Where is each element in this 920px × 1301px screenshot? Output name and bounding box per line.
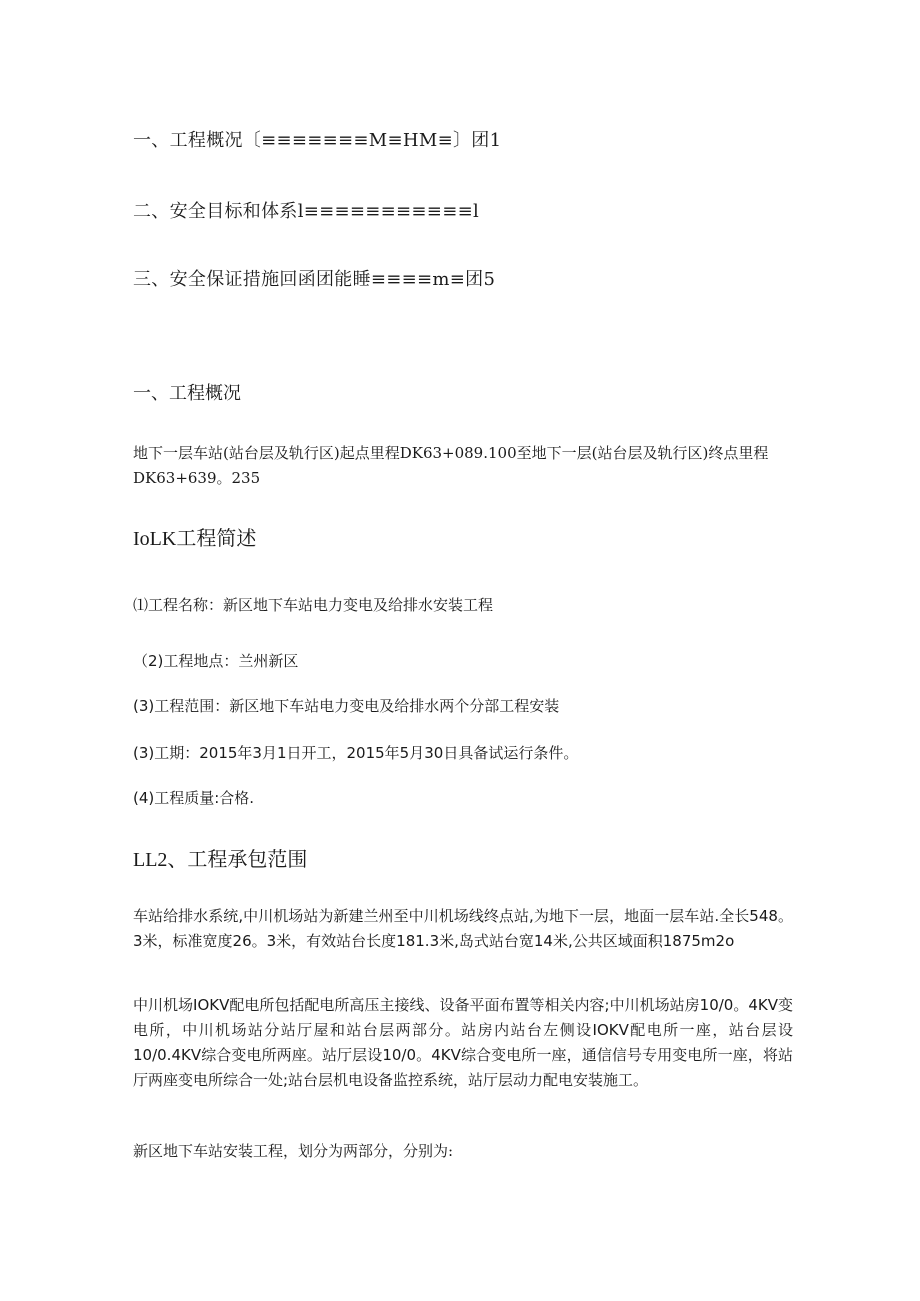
subsection-heading-scope: LL2、工程承包范围 [133,849,308,871]
subsection-heading-overview: IoLK工程简述 [133,528,257,550]
item-project-schedule: (3)工期：2015年3月1日开工，2015年5月30日具备试运行条件。 [133,744,579,762]
intro-paragraph: 地下一层车站(站台层及轨行区)起点里程DK63+089.100至地下一层(站台层及轨行区)终点里程DK63+639。235 [133,444,769,487]
item-project-scope: (3)工程范围：新区地下车站电力变电及给排水两个分部工程安装 [133,697,560,715]
item-project-name: ⑴工程名称：新区地下车站电力变电及给排水安装工程 [133,596,494,614]
section-heading: 一、工程概况 [133,383,241,404]
item-project-quality: (4)工程质量:合格. [133,789,255,807]
scope-paragraph-2: 中川机场IOKV配电所包括配电所高压主接线、设备平面布置等相关内容;中川机场站房10/0。4KV变电所，中川机场站分站厅屋和站台层两部分。站房内站台左侧设IOKV配电所一座，站台层设10/0.4KV综合变电所两座。站厅层设10/0。4KV综合变电所一座，通信信号专用变电所一座，将站厅两座变电所综合一处;站台层机电设备监控系统，站厅层动力配电安装施工。 [133,996,793,1089]
scope-paragraph-1: 车站给排水系统,中川机场站为新建兰州至中川机场线终点站,为地下一层，地面一层车站.全长548。3米，标准宽度26。3米，有效站台长度181.3米,岛式站台宽14米,公共区域面积1875m2o [133,907,793,950]
toc-entry-1[interactable]: 一、工程概况〔≡≡≡≡≡≡≡M≡HM≡〕团1 [133,130,502,151]
scope-paragraph-3: 新区地下车站安装工程，划分为两部分，分别为: [133,1142,454,1160]
toc-entry-2[interactable]: 二、安全目标和体系l≡≡≡≡≡≡≡≡≡≡≡l [133,201,480,222]
toc-entry-3[interactable]: 三、安全保证措施回函团能睡≡≡≡≡m≡团5 [133,269,496,290]
item-project-location: （2)工程地点：兰州新区 [133,652,299,670]
